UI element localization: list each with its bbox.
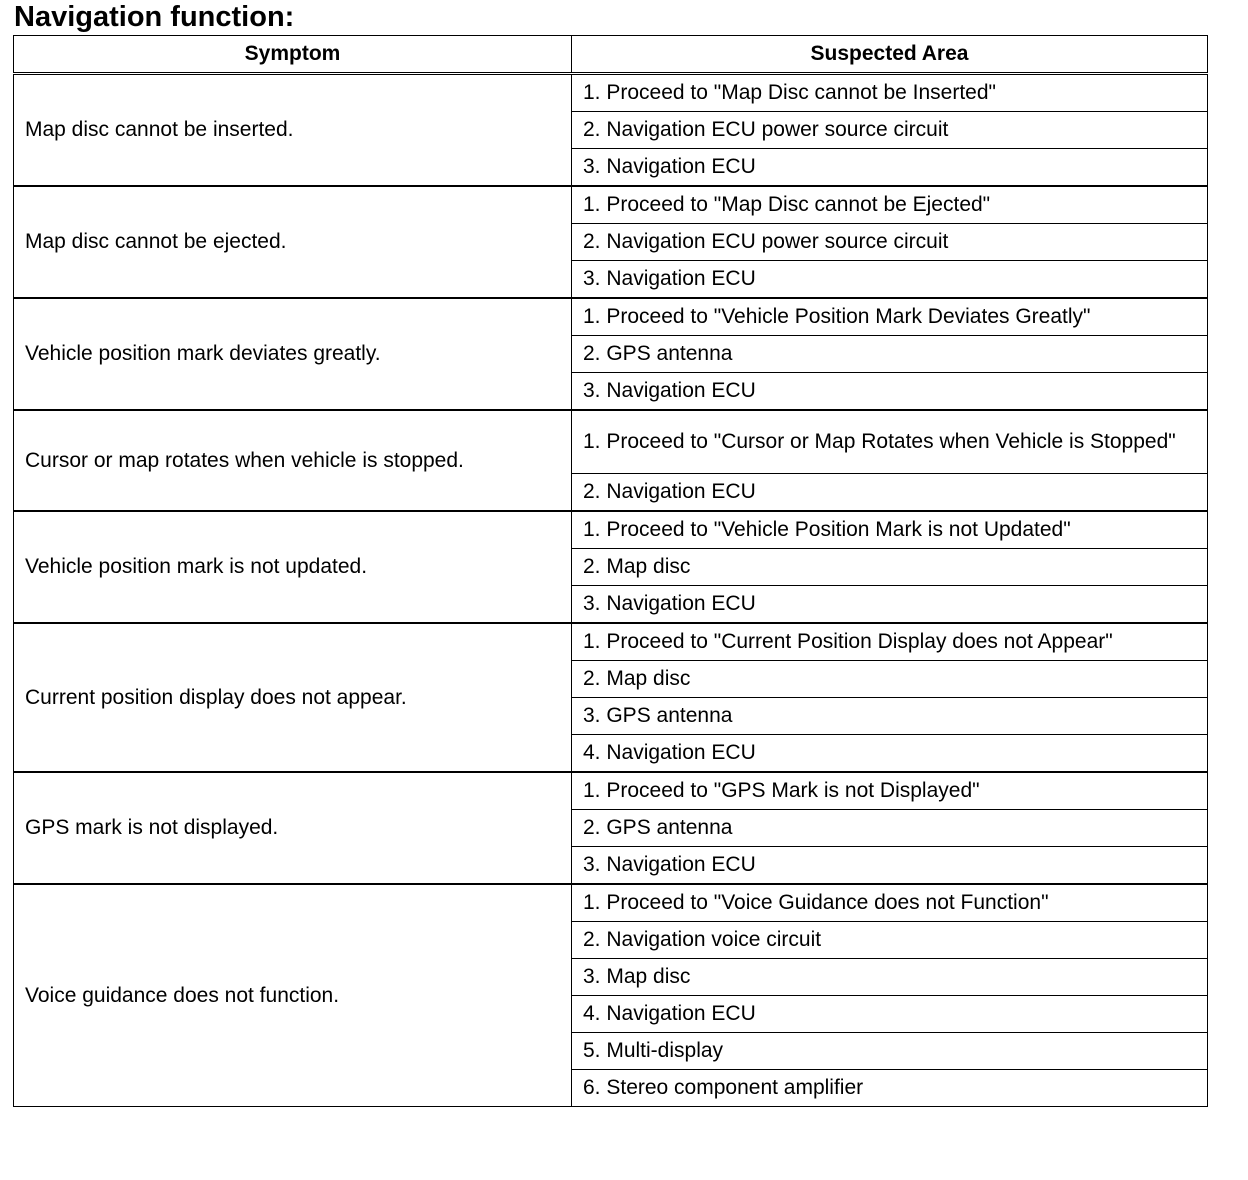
symptom-cell: Map disc cannot be inserted. [14, 74, 572, 187]
suspected-area-cell: 2. Navigation voice circuit [572, 922, 1208, 959]
suspected-area-cell: 1. Proceed to "Map Disc cannot be Inserted" [572, 74, 1208, 112]
suspected-area-cell: 1. Proceed to "Vehicle Position Mark Deviates Greatly" [572, 298, 1208, 336]
suspected-area-cell: 1. Proceed to "Current Position Display does not Appear" [572, 623, 1208, 661]
suspected-area-cell: 1. Proceed to "Vehicle Position Mark is not Updated" [572, 511, 1208, 549]
table-row [14, 186, 1208, 224]
suspected-area-cell: 3. Navigation ECU [572, 847, 1208, 885]
table-row [14, 298, 1208, 336]
table-body [14, 74, 1208, 1107]
suspected-area-cell: 4. Navigation ECU [572, 735, 1208, 773]
symptom-header: Symptom [14, 36, 572, 74]
suspected-area-cell: 3. GPS antenna [572, 698, 1208, 735]
suspected-area-cell: 1. Proceed to "Cursor or Map Rotates when Vehicle is Stopped" [572, 410, 1208, 474]
table-header-row [14, 36, 1208, 74]
suspected-area-cell: 1. Proceed to "GPS Mark is not Displayed" [572, 772, 1208, 810]
table-row [14, 74, 1208, 112]
symptom-cell: Map disc cannot be ejected. [14, 186, 572, 298]
table-row [14, 772, 1208, 810]
symptom-table [13, 35, 1208, 1107]
suspected-area-cell: 3. Navigation ECU [572, 149, 1208, 187]
suspected-area-cell: 1. Proceed to "Voice Guidance does not Function" [572, 884, 1208, 922]
suspected-area-cell: 3. Navigation ECU [572, 586, 1208, 624]
suspected-area-cell: 1. Proceed to "Map Disc cannot be Ejected" [572, 186, 1208, 224]
suspected-area-cell: 2. GPS antenna [572, 810, 1208, 847]
suspected-area-cell: 6. Stereo component amplifier [572, 1070, 1208, 1107]
suspected-area-cell: 3. Navigation ECU [572, 373, 1208, 411]
symptom-cell: GPS mark is not displayed. [14, 772, 572, 884]
symptom-cell: Vehicle position mark deviates greatly. [14, 298, 572, 410]
suspected-area-cell: 3. Map disc [572, 959, 1208, 996]
suspected-area-cell: 2. Navigation ECU [572, 474, 1208, 512]
suspected-area-cell: 5. Multi-display [572, 1033, 1208, 1070]
suspected-area-cell: 2. Map disc [572, 661, 1208, 698]
suspected-area-cell: 4. Navigation ECU [572, 996, 1208, 1033]
suspected-area-cell: 2. Map disc [572, 549, 1208, 586]
suspected-area-header: Suspected Area [572, 36, 1208, 74]
table-row [14, 511, 1208, 549]
symptom-cell: Vehicle position mark is not updated. [14, 511, 572, 623]
suspected-area-cell: 3. Navigation ECU [572, 261, 1208, 299]
table-row [14, 623, 1208, 661]
suspected-area-cell: 2. Navigation ECU power source circuit [572, 112, 1208, 149]
suspected-area-cell: 2. Navigation ECU power source circuit [572, 224, 1208, 261]
suspected-area-cell: 2. GPS antenna [572, 336, 1208, 373]
symptom-cell: Current position display does not appear. [14, 623, 572, 772]
page-title: Navigation function: [14, 1, 295, 33]
symptom-cell: Cursor or map rotates when vehicle is stopped. [14, 410, 572, 511]
symptom-cell: Voice guidance does not function. [14, 884, 572, 1107]
table-row [14, 884, 1208, 922]
table-row [14, 410, 1208, 474]
